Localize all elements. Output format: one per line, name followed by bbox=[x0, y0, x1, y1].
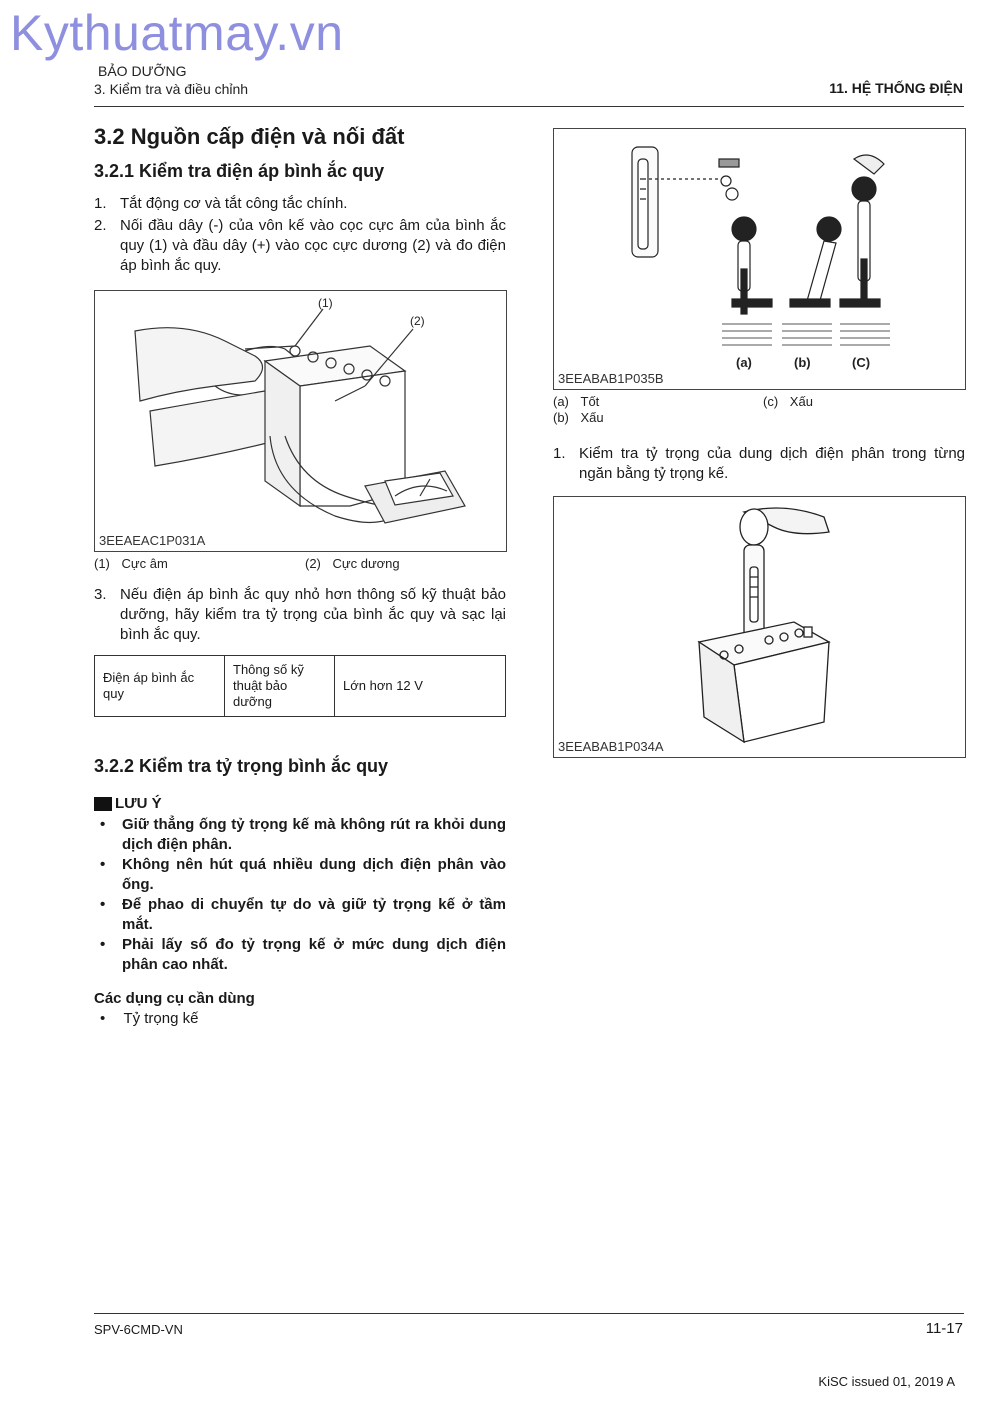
voltmeter-illustration bbox=[95, 291, 506, 551]
doc-code: SPV-6CMD-VN bbox=[94, 1322, 183, 1337]
caption-c bbox=[763, 394, 813, 409]
note-label: LƯU Ý bbox=[115, 795, 162, 812]
figure-voltmeter-battery bbox=[94, 290, 507, 552]
figure-hydrometer-battery bbox=[553, 496, 966, 758]
note-square-icon bbox=[94, 797, 112, 811]
list-item bbox=[94, 935, 506, 975]
figure-code: 3EEAEAC1P031A bbox=[99, 533, 206, 548]
step-item bbox=[94, 194, 506, 214]
caption-a bbox=[553, 394, 599, 409]
bullet-icon: • bbox=[100, 896, 106, 913]
header-subsection: 3. Kiểm tra và điều chỉnh bbox=[94, 81, 249, 97]
step-text: Tắt động cơ và tắt công tắc chính. bbox=[120, 195, 348, 212]
figure-code: 3EEABAB1P035B bbox=[558, 371, 664, 386]
caption-b bbox=[553, 410, 604, 425]
caption-text: Xấu bbox=[580, 410, 604, 425]
step-number: 3. bbox=[94, 586, 107, 603]
label-b: (b) bbox=[794, 355, 811, 370]
list-item bbox=[94, 855, 506, 895]
caption-text: Tốt bbox=[580, 394, 600, 409]
spec-table bbox=[94, 655, 506, 717]
header-rule bbox=[94, 106, 964, 107]
caption-number: (2) bbox=[305, 556, 321, 571]
callout-2: (2) bbox=[410, 314, 425, 328]
footer-rule bbox=[94, 1313, 964, 1314]
bullet-icon: • bbox=[100, 816, 106, 833]
figure-code: 3EEABAB1P034A bbox=[558, 739, 664, 754]
caption-number: (a) bbox=[553, 394, 569, 409]
tools-list bbox=[100, 1010, 198, 1027]
voltage-step-3 bbox=[94, 585, 506, 647]
header-section: BẢO DƯỠNG bbox=[98, 63, 187, 79]
note-text: Phải lấy số đo tỷ trọng kế ở mức dung dịch điện phân cao nhất. bbox=[122, 936, 506, 973]
tool-item: Tỷ trọng kế bbox=[123, 1010, 199, 1027]
step-item bbox=[94, 216, 506, 276]
issued-note: KiSC issued 01, 2019 A bbox=[818, 1374, 955, 1389]
step-text: Nối đầu dây (-) của vôn kế vào cọc cực âm của bình ắc quy (1) và đầu dây (+) vào cọc cực dương (2) và đo điện áp bình ắc quy. bbox=[120, 217, 506, 274]
note-title bbox=[94, 795, 162, 812]
bullet-icon: • bbox=[100, 936, 106, 953]
step-text: Nếu điện áp bình ắc quy nhỏ hơn thông số kỹ thuật bảo dưỡng, hãy kiểm tra tỷ trọng của bình ắc quy và sạc lại bình ắc quy. bbox=[120, 586, 506, 643]
caption-text: Cực dương bbox=[332, 556, 400, 571]
step-number: 2. bbox=[94, 217, 107, 234]
hydrometer-battery-illustration bbox=[554, 497, 965, 757]
spec-value: Lớn hơn 12 V bbox=[335, 656, 506, 717]
step-number: 1. bbox=[553, 445, 566, 462]
spec-label: Thông số kỹ thuật bảo dưỡng bbox=[225, 656, 335, 717]
section-title-voltage: 3.2.1 Kiểm tra điện áp bình ắc quy bbox=[94, 161, 385, 181]
step-item bbox=[553, 444, 965, 484]
hydrometer-reading-illustration bbox=[554, 129, 965, 389]
caption-number: (c) bbox=[763, 394, 779, 409]
spec-item: Điện áp bình ắc quy bbox=[95, 656, 225, 717]
caption-text: Xấu bbox=[789, 394, 813, 409]
caption-number: (1) bbox=[94, 556, 110, 571]
list-item bbox=[94, 815, 506, 855]
list-item bbox=[94, 895, 506, 935]
note-text: Không nên hút quá nhiều dung dịch điện phân vào ống. bbox=[122, 856, 506, 893]
page-number: 11-17 bbox=[925, 1320, 963, 1337]
caption-text: Cực âm bbox=[121, 556, 168, 571]
caption-1 bbox=[94, 556, 168, 571]
bullet-icon: • bbox=[100, 1010, 106, 1027]
caption-2 bbox=[305, 556, 400, 571]
page-title: 3.2 Nguồn cấp điện và nối đất bbox=[94, 124, 405, 149]
step-text: Kiểm tra tỷ trọng của dung dịch điện phân trong từng ngăn bằng tỷ trọng kế. bbox=[579, 445, 965, 482]
watermark-logo: Kythuatmay.vn bbox=[10, 5, 344, 61]
bullet-icon: • bbox=[100, 856, 106, 873]
label-a: (a) bbox=[736, 355, 752, 370]
note-list bbox=[94, 815, 506, 975]
tools-title: Các dụng cụ cần dùng bbox=[94, 990, 255, 1007]
table-row bbox=[95, 656, 506, 717]
note-text: Giữ thẳng ống tỷ trọng kế mà không rút ra khỏi dung dịch điện phân. bbox=[122, 816, 506, 853]
step-number: 1. bbox=[94, 195, 107, 212]
section-title-density: 3.2.2 Kiểm tra tỷ trọng bình ắc quy bbox=[94, 756, 389, 776]
note-text: Để phao di chuyển tự do và giữ tỷ trọng kế ở tầm mắt. bbox=[122, 896, 506, 933]
callout-1: (1) bbox=[318, 296, 333, 310]
step-item bbox=[94, 585, 506, 645]
caption-number: (b) bbox=[553, 410, 569, 425]
label-c: (C) bbox=[852, 355, 871, 370]
density-step-1 bbox=[553, 444, 965, 486]
voltage-steps bbox=[94, 194, 506, 278]
header-chapter: 11. HỆ THỐNG ĐIỆN bbox=[829, 80, 963, 96]
figure-hydrometer-reading bbox=[553, 128, 966, 390]
